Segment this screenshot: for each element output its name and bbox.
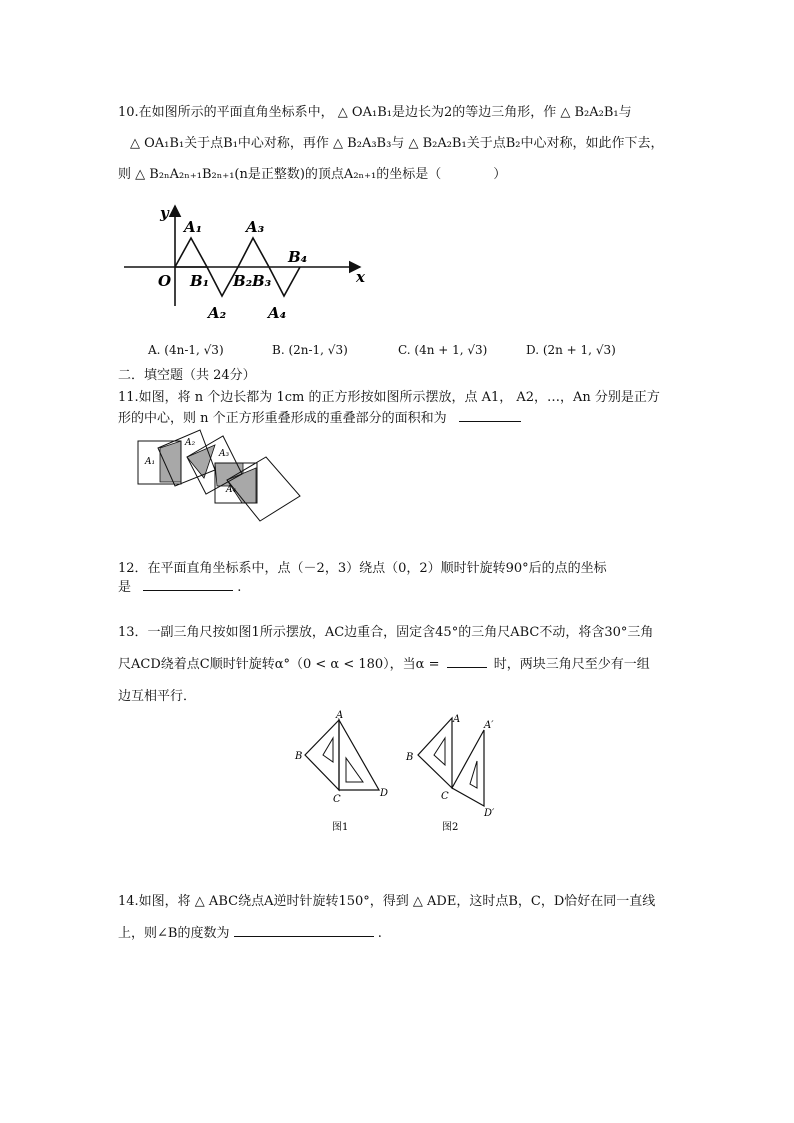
fig2-label-d-prime: D′ [484,808,495,819]
q10-option-a: A. (4n-1, √3) [148,343,224,357]
label-a3: A₃ [246,218,265,236]
q12-line-2-suffix: . [237,580,242,595]
q11-answer-blank[interactable] [459,409,521,422]
q14-line-1: 14.如图，将 △ ABC绕点A逆时针旋转150°，得到 △ ADE，这时点B，C，D恰好在同一直线 [118,894,656,909]
label-a1: A₁ [184,218,203,236]
q12-answer-blank[interactable] [143,578,233,591]
label-b4: B₄ [288,248,308,266]
fig1-triangle-abc [305,720,339,790]
label-sq-a1: A₁ [145,457,156,467]
section-2-heading: 二．填空题（共 24分） [118,368,256,383]
q11-figure [130,426,305,526]
q12-line-2 [118,578,241,597]
q10-line-3: 则 △ B₂ₙA₂ₙ₊₁B₂ₙ₊₁(n是正整数)的顶点A₂ₙ₊₁的坐标是（ ） [118,167,507,182]
q12-line-1: 12．在平面直角坐标系中，点（－2，3）绕点（0，2）顺时针旋转90°后的点的坐标 [118,561,607,576]
fig1-caption: 图1 [332,822,349,833]
q14-answer-blank[interactable] [234,924,374,937]
label-b2: B₂ [233,272,253,290]
label-sq-a3: A₃ [219,449,230,459]
fig1-label-d: D [380,788,389,799]
label-sq-a2: A₂ [185,438,196,448]
q13-figure-1 [290,706,395,836]
q11-line-2-text: 形的中心，则 n 个正方形重叠形成的重叠部分的面积和为 [118,411,447,426]
q14-line-2 [118,924,382,943]
fig2-caption: 图2 [442,822,459,833]
y-axis-label: y [160,204,169,222]
q13-figure-2 [398,708,508,836]
q13-answer-blank[interactable] [447,655,487,668]
q13-line-2-b: 时，两块三角尺至少有一组 [493,657,650,672]
q12-line-2-prefix: 是 [118,580,132,595]
origin-label: O [158,272,172,290]
fig1-label-a: A [336,710,344,721]
q14-line-2-prefix: 上，则∠B的度数为 [118,926,230,941]
fig2-label-a-prime: A′ [484,720,494,731]
q10-option-b: B. (2n-1, √3) [272,343,348,357]
label-b3: B₃ [252,272,272,290]
fig2-triangle-abc-inner [434,738,445,765]
q10-line-1: 10.在如图所示的平面直角坐标系中， △ OA₁B₁是边长为2的等边三角形，作 △ B₂A₂B₁与 [118,105,632,120]
fig2-label-a: A [453,714,461,725]
q10-option-c: C. (4n + 1, √3) [398,343,488,357]
label-b1: B₁ [190,272,210,290]
q10-figure [120,196,380,332]
q13-line-1: 13．一副三角尺按如图1所示摆放，AC边重合，固定含45°的三角尺ABC不动，将含30°三角 [118,625,654,640]
q13-line-2-a: 尺ACD绕着点C顺时针旋转α°（0 < α < 180），当α = [118,657,440,672]
x-axis-label: x [356,268,365,286]
q10-option-d: D. (2n + 1, √3) [526,343,616,357]
q11-line-1: 11.如图，将 n 个边长都为 1cm 的正方形按如图所示摆放，点 A1， A2，…，An 分别是正方 [118,390,660,405]
fig2-triangle-rotated-inner [470,761,477,788]
fig1-label-c: C [333,794,341,805]
fig1-triangle-abc-inner [323,738,333,762]
q13-line-3: 边互相平行． [118,689,197,704]
fig2-label-c: C [441,791,449,802]
label-a2: A₂ [208,304,227,322]
fig2-label-b: B [406,752,414,763]
q10-line-2: △ OA₁B₁关于点B₁中心对称，再作 △ B₂A₃B₃与 △ B₂A₂B₁关于点B₂中心对称，如此作下去， [130,136,664,151]
overlap-2 [187,445,215,478]
q13-line-2 [118,655,650,674]
label-a4: A₄ [268,304,287,322]
fig2-triangle-rotated [452,730,484,806]
fig1-label-b: B [295,751,303,762]
label-sq-a4: A₄ [226,485,237,495]
fig1-triangle-acd-inner [346,758,363,782]
fig1-triangle-acd [339,720,379,790]
q14-line-2-suffix: . [377,926,382,941]
